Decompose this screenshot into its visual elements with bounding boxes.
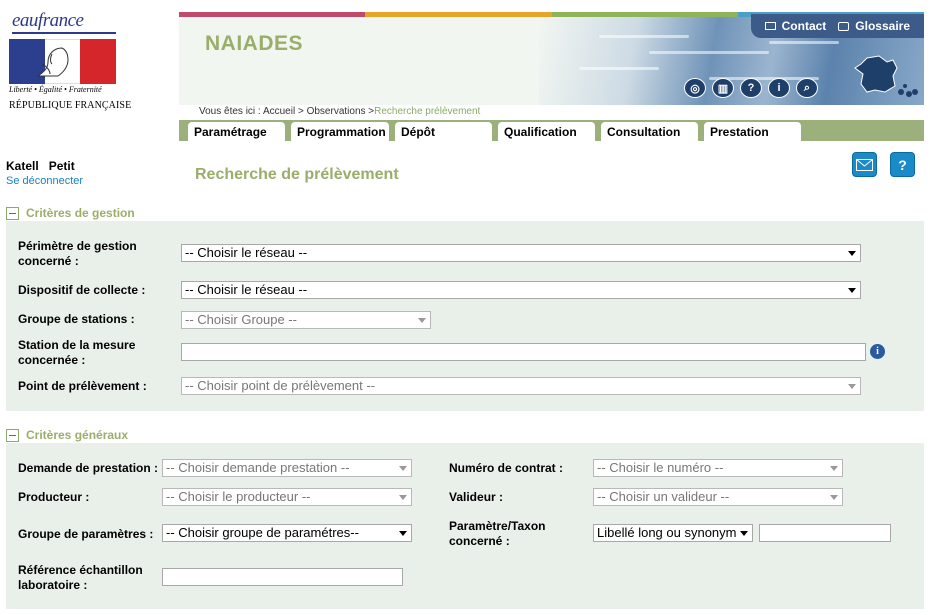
tab-consultation[interactable]: Consultation [601,122,698,141]
point-label: Point de prélèvement : [18,379,147,393]
parametre-taxon-label: Paramètre/Taxon concerné : [449,519,546,548]
point-value: -- Choisir point de prélèvement -- [185,378,376,393]
collapse-icon[interactable] [6,207,19,220]
contrat-select[interactable] [593,459,843,477]
chevron-down-icon [418,318,426,323]
header-icon-bar [684,78,818,98]
demande-label: Demande de prestation : [18,461,159,475]
envelope-icon [765,22,776,30]
section-gestion-header[interactable] [6,204,135,222]
help-icon[interactable]: ? [740,78,762,98]
groupe-parametres-label: Groupe de paramètres : [18,527,154,541]
france-map-icon[interactable] [849,54,919,100]
demande-value: -- Choisir demande prestation -- [166,460,350,475]
tab-qualification[interactable]: Qualification [498,122,595,141]
chevron-down-icon [848,251,856,256]
chevron-down-icon [830,466,838,471]
logout-link[interactable]: Se déconnecter [6,175,84,187]
producteur-label: Producteur : [18,490,90,504]
page-title: Recherche de prélèvement [195,166,399,183]
breadcrumb-home[interactable]: Accueil [262,106,296,117]
breadcrumb-current: Recherche prélèvement [374,106,481,117]
brand-underline [12,32,116,34]
groupe-stations-value: -- Choisir Groupe -- [185,312,297,327]
groupe-parametres-value: -- Choisir groupe de paramétres-- [166,525,359,540]
user-last-name: Petit [48,159,75,173]
globe-icon[interactable]: ◎ [684,78,706,98]
tab-programmation[interactable]: Programmation [291,122,389,141]
glossary-link[interactable] [838,19,910,33]
valideur-label: Valideur : [449,490,504,504]
contrat-value: -- Choisir le numéro -- [597,460,724,475]
collapse-icon[interactable] [6,429,19,442]
help-button[interactable] [890,152,915,177]
producteur-value: -- Choisir le producteur -- [166,489,311,504]
eaufrance-logo[interactable] [6,10,132,116]
parametre-taxon-type-value: Libellé long ou synonym [597,525,737,540]
groupe-stations-label: Groupe de stations : [18,312,135,326]
dispositif-label: Dispositif de collecte : [18,283,146,297]
dispositif-value: -- Choisir le réseau -- [185,282,308,297]
tab-depot[interactable]: Dépôt [395,122,492,141]
breadcrumb-prefix: Vous êtes ici : [199,106,263,117]
perimetre-value: -- Choisir le réseau -- [185,245,308,260]
brand-wordmark: eaufrance [12,10,84,31]
demande-select[interactable] [162,459,412,477]
chevron-down-icon [848,288,856,293]
valideur-select[interactable] [593,488,843,506]
app-title: NAIADES [205,32,304,55]
republic-name: RÉPUBLIQUE FRANÇAISE [9,100,132,111]
search-icon[interactable]: ⌕ [796,78,818,98]
glossary-label: Glossaire [855,19,910,33]
dispositif-select[interactable] [181,281,861,299]
email-button[interactable] [852,152,877,177]
chevron-down-icon [399,495,407,500]
user-block [6,159,83,187]
breadcrumb [199,106,480,117]
valideur-value: -- Choisir un valideur -- [597,489,730,504]
chevron-down-icon [848,384,856,389]
breadcrumb-observations[interactable]: Observations [306,106,366,117]
envelope-icon [856,159,873,171]
chat-bubble-icon [838,22,849,31]
producteur-select[interactable] [162,488,412,506]
books-icon[interactable]: ▥ [712,78,734,98]
groupe-parametres-select[interactable] [162,524,412,542]
contact-label: Contact [781,19,827,33]
reference-echantillon-label: Référence échantillon laboratoire : [18,563,143,592]
breadcrumb-separator: > [365,106,375,117]
parametre-taxon-type-select[interactable] [593,524,753,542]
tab-prestation[interactable]: Prestation [704,122,801,141]
help-icon: ? [898,156,907,173]
republic-motto: Liberté • Égalité • Fraternité [9,85,102,94]
info-icon[interactable]: i [870,344,885,359]
contact-link[interactable] [765,19,827,33]
chevron-down-icon [830,495,838,500]
user-name [6,159,83,173]
main-menu [179,120,924,141]
reference-echantillon-input[interactable] [162,568,403,586]
point-select[interactable] [181,377,861,395]
user-first-name: Katell [6,159,39,173]
header-banner [179,12,924,105]
section-generaux-title: Critères généraux [26,428,129,442]
groupe-stations-select[interactable] [181,311,431,329]
info-icon[interactable]: i [768,78,790,98]
chevron-down-icon [399,466,407,471]
section-gestion-title: Critères de gestion [26,206,135,220]
top-links [751,14,924,38]
chevron-down-icon [740,531,748,536]
tab-parametrage[interactable]: Paramétrage [188,122,285,141]
contrat-label: Numéro de contrat : [449,461,564,475]
perimetre-select[interactable] [181,244,861,262]
chevron-down-icon [399,531,407,536]
section-generaux-header[interactable] [6,426,128,444]
station-input[interactable] [181,343,866,361]
marianne-icon [28,44,90,82]
station-label: Station de la mesure concernée : [18,338,136,367]
perimetre-label: Périmètre de gestion concerné : [18,239,137,268]
breadcrumb-separator: > [295,106,307,117]
parametre-taxon-input[interactable] [759,524,891,542]
